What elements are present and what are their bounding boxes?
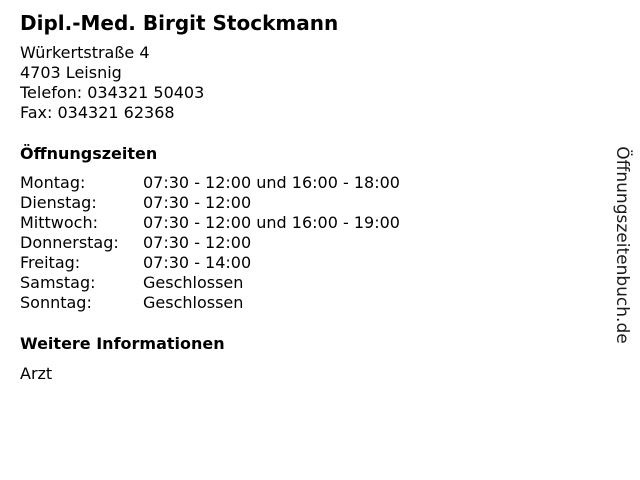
street-line: Würkertstraße 4 xyxy=(20,43,150,62)
opening-hours-heading: Öffnungszeiten xyxy=(20,144,158,163)
hours-time: 07:30 - 12:00 xyxy=(143,193,252,212)
hours-time: Geschlossen xyxy=(143,273,244,292)
hours-time: 07:30 - 12:00 xyxy=(143,233,252,252)
hours-time: Geschlossen xyxy=(143,293,244,312)
hours-row-wednesday xyxy=(20,213,600,233)
hours-day: Montag: xyxy=(20,173,86,192)
fax-line: Fax: 034321 62368 xyxy=(20,103,175,122)
city-line: 4703 Leisnig xyxy=(20,63,122,82)
category-text: Arzt xyxy=(20,364,53,383)
practice-name: Dipl.-Med. Birgit Stockmann xyxy=(20,11,339,35)
hours-day: Samstag: xyxy=(20,273,96,292)
hours-row-thursday xyxy=(20,233,600,253)
hours-row-friday xyxy=(20,253,600,273)
hours-row-sunday xyxy=(20,293,600,313)
more-info-heading: Weitere Informationen xyxy=(20,334,225,353)
hours-row-monday xyxy=(20,173,600,193)
opening-hours-table xyxy=(20,173,600,313)
hours-day: Donnerstag: xyxy=(20,233,119,252)
hours-time: 07:30 - 12:00 und 16:00 - 18:00 xyxy=(143,173,400,192)
hours-day: Dienstag: xyxy=(20,193,97,212)
hours-row-tuesday xyxy=(20,193,600,213)
site-watermark: Öffnungszeitenbuch.de xyxy=(612,146,632,344)
hours-day: Mittwoch: xyxy=(20,213,98,232)
hours-time: 07:30 - 12:00 und 16:00 - 19:00 xyxy=(143,213,400,232)
hours-time: 07:30 - 14:00 xyxy=(143,253,252,272)
hours-row-saturday xyxy=(20,273,600,293)
hours-day: Freitag: xyxy=(20,253,81,272)
phone-line: Telefon: 034321 50403 xyxy=(20,83,205,102)
business-card xyxy=(20,10,600,384)
address-block xyxy=(20,43,600,123)
hours-day: Sonntag: xyxy=(20,293,92,312)
